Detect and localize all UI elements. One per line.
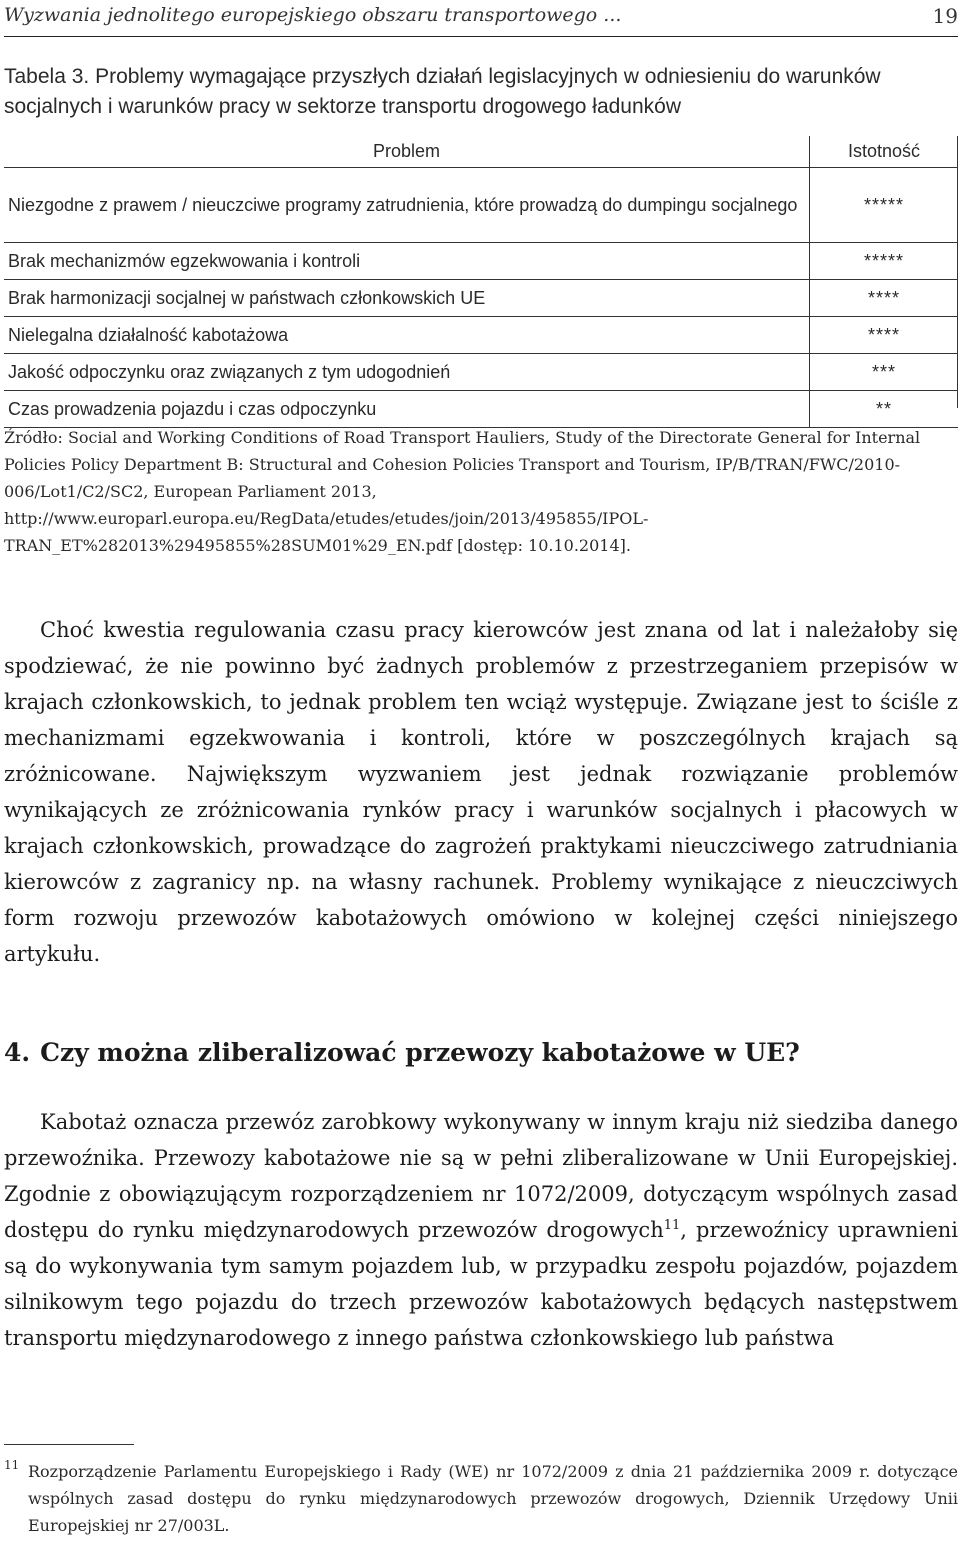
table-row xyxy=(4,354,958,391)
column-header-problem: Problem xyxy=(372,141,441,161)
paragraph-text: Kabotaż oznacza przewóz zarobkowy wykonywany w innym kraju niż siedziba danego przewoźnika. Przewozy kabotażowe nie są w pełni zliberalizowane w Unii Europejskiej. Zgodnie z obowiązującym rozporządzeniem nr 1072/2009, dotyczącym wspólnych zasad dostępu do rynku międzynarodowych przewozów drogowych xyxy=(4,1110,958,1242)
footnote-divider xyxy=(4,1444,134,1445)
section-title: Czy można zliberalizować przewozy kabotażowe w UE? xyxy=(40,1038,800,1067)
rating-cell: **** xyxy=(810,280,959,317)
footnote-number: 11 xyxy=(4,1458,20,1472)
table-row xyxy=(4,243,958,280)
rating-cell: **** xyxy=(810,317,959,354)
problem-cell: Brak harmonizacji socjalnej w państwach członkowskich UE xyxy=(8,288,486,308)
running-title: Wyzwania jednolitego europejskiego obszaru transportowego ... xyxy=(4,4,622,26)
footnote xyxy=(4,1458,958,1539)
body-paragraph xyxy=(4,1104,958,1356)
table-caption: Tabela 3. Problemy wymagające przyszłych działań legislacyjnych w odniesieniu do warunków socjalnych i warunków pracy w sektorze transportu drogowego ładunków xyxy=(4,65,881,118)
problem-cell: Jakość odpoczynku oraz związanych z tym udogodnień xyxy=(8,362,451,382)
footnote-reference: 11 xyxy=(663,1218,681,1233)
section-heading xyxy=(4,1038,958,1067)
running-header xyxy=(4,0,958,37)
table-row xyxy=(4,280,958,317)
page-number: 19 xyxy=(932,4,958,28)
problems-table xyxy=(4,136,958,428)
problem-cell: Nielegalna działalność kabotażowa xyxy=(8,325,289,345)
footnote-text: Rozporządzenie Parlamentu Europejskiego i Rady (WE) nr 1072/2009 z dnia 21 października 2009 r. dotyczące wspólnych zasad dostępu do rynku międzynarodowych przewozów drogowych, Dziennik Urzędowy Unii Europejskiej nr 27/003L. xyxy=(28,1462,958,1535)
section-number: 4. xyxy=(4,1038,31,1067)
rating-cell: ***** xyxy=(810,243,959,280)
body-paragraph: Choć kwestia regulowania czasu pracy kierowców jest znana od lat i należałoby się spodziewać, że nie powinno być żadnych problemów z przestrzeganiem przepisów w krajach członkowskich, to jednak problem ten wciąż występuje. Związane jest to ściśle z mechanizmami egzekwowania i kontroli, które w poszczególnych krajach są zróżnicowane. Największym wyzwaniem jest jednak rozwiązanie problemów wynikających ze zróżnicowania rynków pracy i warunków socjalnych i płacowych w krajach członkowskich, prowadzące do zagrożeń praktykami nieuczciwego zatrudniania kierowców z zagranicy np. na własny rachunek. Problemy wynikające z nieuczciwych form rozwoju przewozów kabotażowych omówiono w kolejnej części niniejszego artykułu. xyxy=(4,618,958,966)
rating-cell: ***** xyxy=(810,168,959,243)
table-row xyxy=(4,391,958,428)
table-right-border xyxy=(957,136,958,408)
rating-cell: ** xyxy=(810,391,959,428)
paragraph-text: , przewoźnicy uprawnieni są do wykonywania tym samym pojazdem lub, w przypadku zespołu pojazdów, pojazdem silnikowym tego pojazdu do trzech przewozów kabotażowych będących następstwem transportu międzynarodowego z innego państwa członkowskiego lub państwa xyxy=(4,1218,959,1350)
table-header-row xyxy=(4,136,958,168)
problem-cell: Czas prowadzenia pojazdu i czas odpoczynku xyxy=(8,399,377,419)
table-row xyxy=(4,168,958,243)
table-row xyxy=(4,317,958,354)
table-source: Źródło: Social and Working Conditions of Road Transport Hauliers, Study of the Directorate General for Internal Policies Policy Department B: Structural and Cohesion Policies Transport and Tourism, IP/B/TRAN/FWC/2010-006/Lot1/C2/SC2, European Parliament 2013, http://www.europarl.europa.eu/RegData/etudes/etudes/join/2013/495855/IPOL-TRAN_ET%282013%29495855%28SUM01%29_EN.pdf [dostęp: 10.10.2014]. xyxy=(4,428,921,555)
problem-cell: Brak mechanizmów egzekwowania i kontroli xyxy=(8,251,361,271)
problem-cell: Niezgodne z prawem / nieuczciwe programy zatrudnienia, które prowadzą do dumpingu socjalnego xyxy=(8,195,798,215)
rating-cell: *** xyxy=(810,354,959,391)
column-header-importance: Istotność xyxy=(810,136,959,168)
